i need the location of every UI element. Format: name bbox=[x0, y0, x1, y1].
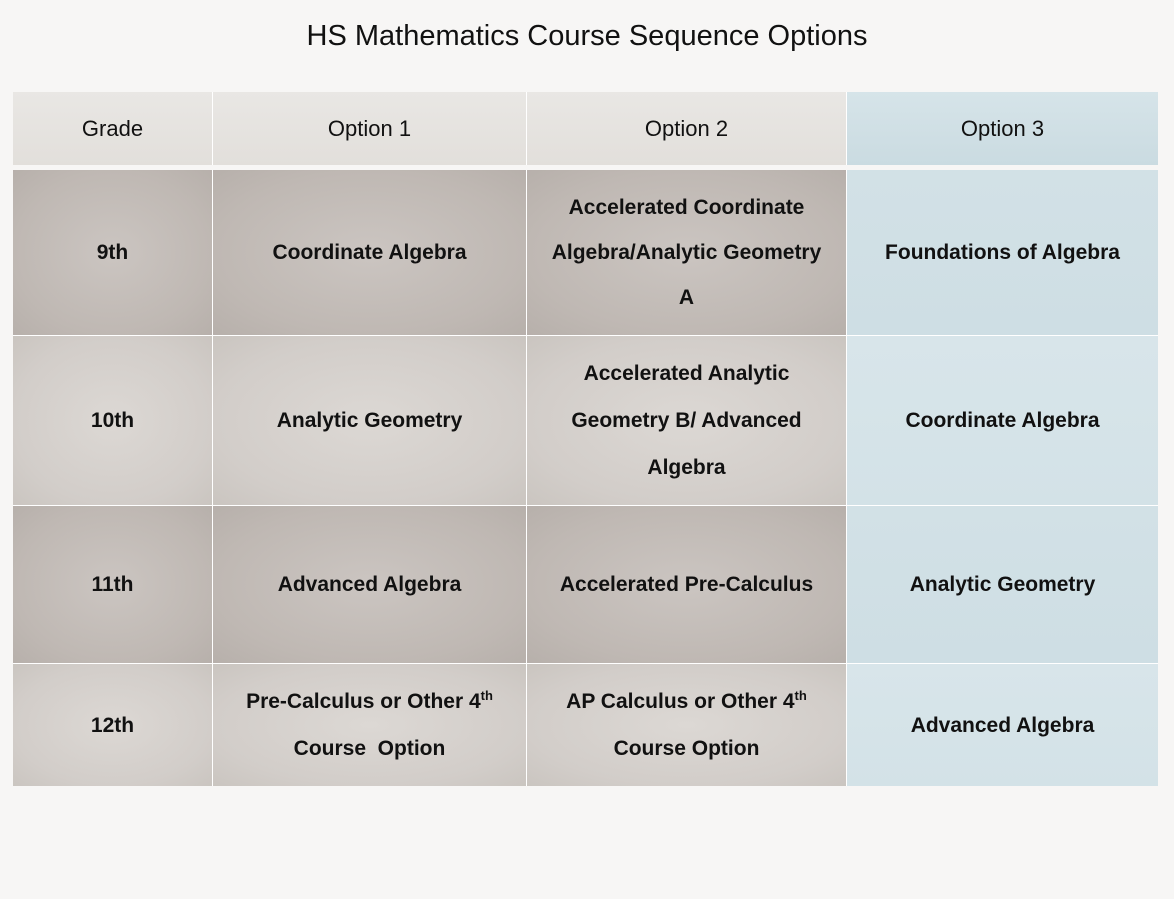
grade-cell: 12th bbox=[13, 664, 213, 786]
option-1-text: Course Option bbox=[293, 737, 446, 760]
option-1-cell: Advanced Algebra bbox=[213, 506, 527, 664]
ordinal-suffix: th bbox=[794, 688, 807, 703]
grade-cell: 11th bbox=[13, 506, 213, 664]
option-1-cell: Analytic Geometry bbox=[213, 336, 527, 506]
header-grade: Grade bbox=[13, 92, 213, 165]
course-sequence-table bbox=[13, 92, 1158, 786]
option-2-cell: Accelerated Analytic Geometry B/ Advanced Algebra bbox=[527, 336, 847, 506]
option-2-cell: Accelerated Coordinate Algebra/Analytic Geometry A bbox=[527, 170, 847, 336]
option-1-cell: Coordinate Algebra bbox=[213, 170, 527, 336]
option-3-cell: Coordinate Algebra bbox=[847, 336, 1158, 506]
option-3-cell: Advanced Algebra bbox=[847, 664, 1158, 786]
option-1-text: Pre-Calculus or Other 4 bbox=[246, 690, 481, 713]
header-option-3: Option 3 bbox=[847, 92, 1158, 165]
option-3-cell: Analytic Geometry bbox=[847, 506, 1158, 664]
option-2-cell: Accelerated Pre-Calculus bbox=[527, 506, 847, 664]
grade-cell: 10th bbox=[13, 336, 213, 506]
option-2-text: Course Option bbox=[613, 737, 760, 760]
option-2-cell bbox=[527, 664, 847, 786]
page-title: HS Mathematics Course Sequence Options bbox=[306, 20, 868, 52]
ordinal-suffix: th bbox=[480, 688, 493, 703]
option-3-cell: Foundations of Algebra bbox=[847, 170, 1158, 336]
grade-cell: 9th bbox=[13, 170, 213, 336]
header-option-2: Option 2 bbox=[527, 92, 847, 165]
header-option-1: Option 1 bbox=[213, 92, 527, 165]
option-2-text: AP Calculus or Other 4 bbox=[566, 690, 795, 713]
option-1-cell bbox=[213, 664, 527, 786]
